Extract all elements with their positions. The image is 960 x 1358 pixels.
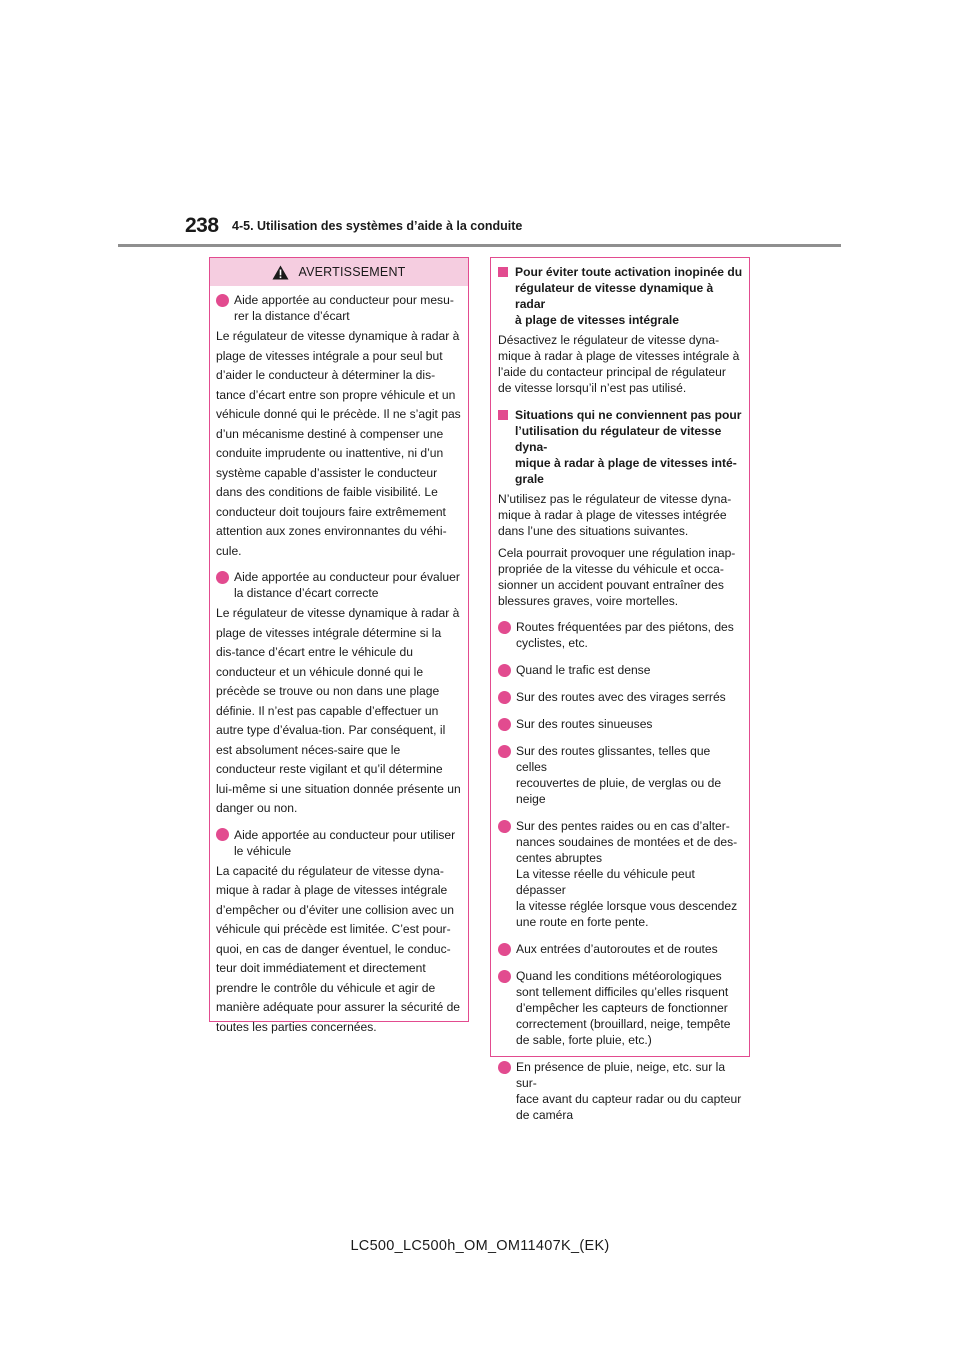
- bullet-dot-icon: [498, 718, 511, 731]
- warning-item-body: Le régulateur de vitesse dynamique à radar à plage de vitesses intégrale a pour seul but d’aider le conducteur à déterminer la dis-tance d’écart entre son propre véhicule et un véhicule donné qui le précède. Il ne s’agit pas d’un mécanisme destiné à compenser une conduite imprudente ou inattentive, ni d’un système capable d’assister le conducteur dans des conditions de faible visibilité. Le conducteur doit toujours faire extrêmement attention aux zones environnantes du véhi-cule.: [216, 329, 461, 558]
- bullet-dot-icon: [216, 294, 229, 307]
- warning-header: [210, 258, 468, 286]
- section-body: N’utilisez pas le régulateur de vitesse dyna- mique à radar à plage de vitesses intégrée dans l’une des situations suivantes.: [498, 492, 732, 538]
- list-item: Sur des routes sinueuses: [498, 716, 743, 732]
- bullet-dot-icon: [498, 664, 511, 677]
- section-heading: Pour éviter toute activation inopinée du régulateur de vitesse dynamique à radar à plage de vitesses intégrale: [498, 264, 743, 328]
- warning-title: AVERTISSEMENT: [298, 265, 406, 279]
- bullet-dot-icon: [216, 571, 229, 584]
- bullet-dot-icon: [498, 820, 511, 833]
- list-item: Sur des routes avec des virages serrés: [498, 689, 743, 705]
- warning-item-body: Le régulateur de vitesse dynamique à radar à plage de vitesses intégrale détermine si la dis-tance d’écart entre le véhicule du conducteur et un véhicule donné qui le précède se trouve ou non dans une plage définie. Il n’est pas capable d’effectuer un autre type d’évalua-tion. Par conséquent, il est absolument néces-saire que le conducteur reste vigilant et qu’il détermine lui-même si une situation donnée présente un danger ou non.: [216, 606, 461, 815]
- list-item: Sur des pentes raides ou en cas d’alter- nances soudaines de montées et de des- centes abruptes La vitesse réelle du véhicule peut dépasser la vitesse réglée lorsque vous descendez une route en forte pente.: [498, 818, 743, 930]
- section-title: 4-5. Utilisation des systèmes d’aide à la conduite: [232, 219, 523, 233]
- situations-list: [498, 619, 743, 1123]
- list-item: Quand les conditions météorologiques sont tellement difficiles qu’elles risquent d’empêcher les capteurs de fonctionner correctement (brouillard, neige, tempête de sable, forte pluie, etc.): [498, 968, 743, 1048]
- warning-triangle-icon: [272, 265, 289, 280]
- section-body: Désactivez le régulateur de vitesse dyna- mique à radar à plage de vitesses intégrale à l’aide du contacteur principal de régulateur de vitesse lorsqu’il n’est pas utilisé.: [498, 333, 740, 395]
- square-bullet-icon: [498, 267, 508, 277]
- list-item: Sur des routes glissantes, telles que celles recouvertes de pluie, de verglas ou de neige: [498, 743, 743, 807]
- list-item: Aux entrées d’autoroutes et de routes: [498, 941, 743, 957]
- bullet-dot-icon: [216, 828, 229, 841]
- warning-box: [209, 257, 469, 1034]
- footer-code: LC500_LC500h_OM_OM11407K_(EK): [350, 1238, 610, 1254]
- bullet-dot-icon: [498, 1061, 511, 1074]
- bullet-dot-icon: [498, 745, 511, 758]
- page-number: 238: [185, 214, 219, 237]
- warning-item-heading: Aide apportée au conducteur pour évaluer la distance d’écart correcte: [216, 569, 461, 601]
- info-box: [490, 257, 750, 1122]
- section-body: Cela pourrait provoquer une régulation inap- propriée de la vitesse du véhicule et occa- sionner un accident pouvant entraîner des blessures graves, voire mortelles.: [498, 546, 736, 608]
- header-rule: [118, 244, 841, 247]
- warning-item-body: La capacité du régulateur de vitesse dyna-mique à radar à plage de vitesses intégrale d’empêcher ou d’éviter une collision avec un véhicule qui précède est limitée. C’est pour-quoi, en cas de danger éventuel, le conduc-teur doit immédiatement et directement prendre le contrôle du véhicule et agir de manière adéquate pour assurer la sécurité de toutes les parties concernées.: [216, 863, 461, 1034]
- bullet-dot-icon: [498, 691, 511, 704]
- warning-item-heading: Aide apportée au conducteur pour mesu- rer la distance d’écart: [216, 292, 461, 324]
- bullet-dot-icon: [498, 621, 511, 634]
- list-item: Routes fréquentées par des piétons, des cyclistes, etc.: [498, 619, 743, 651]
- warning-body: [210, 286, 468, 1037]
- bullet-dot-icon: [498, 970, 511, 983]
- bullet-dot-icon: [498, 943, 511, 956]
- list-item: Quand le trafic est dense: [498, 662, 743, 678]
- square-bullet-icon: [498, 410, 508, 420]
- section-heading: Situations qui ne conviennent pas pour l’utilisation du régulateur de vitesse dyna- mique à radar à plage de vitesses inté- grale: [498, 407, 743, 487]
- list-item: En présence de pluie, neige, etc. sur la sur- face avant du capteur radar ou du capteur de caméra: [498, 1059, 743, 1123]
- warning-item-heading: Aide apportée au conducteur pour utiliser le véhicule: [216, 827, 461, 859]
